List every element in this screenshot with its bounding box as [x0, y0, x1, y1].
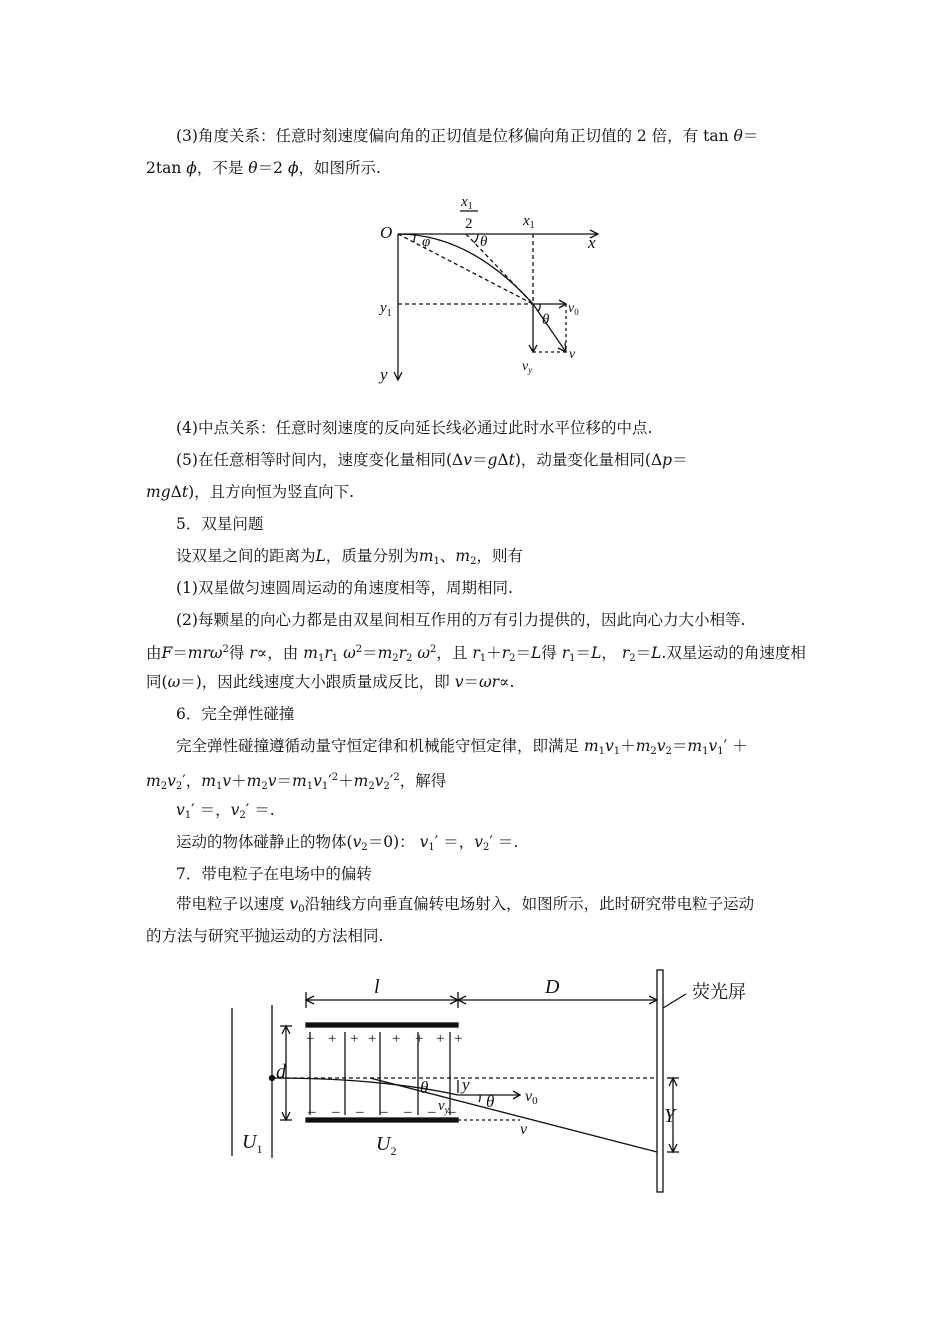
exit-line [370, 1078, 657, 1152]
paragraph-angle-relation-line2: 2tan ϕ，不是 θ＝2 ϕ，如图所示. [146, 159, 381, 177]
v-vector [533, 304, 566, 352]
v-label: v [569, 347, 576, 362]
theta-arc-2 [538, 304, 540, 311]
plus-charge: + [350, 1031, 359, 1047]
l-label: l [374, 976, 380, 998]
theta-label-2: θ [542, 312, 550, 328]
d-label: d [276, 1061, 286, 1083]
deflection-intro-line2: 的方法与研究平抛运动的方法相同. [146, 927, 384, 945]
v-label: v [520, 1121, 528, 1138]
x1-label: $x_1$ [523, 213, 535, 231]
paragraph-midpoint: (4)中点关系：任意时刻速度的反向延长线必通过此时水平位移的中点. [176, 419, 653, 437]
plus-charge: + [392, 1031, 401, 1047]
big-y-label: Y [664, 1105, 676, 1127]
particle-path [272, 1078, 458, 1095]
fluorescent-screen [657, 970, 663, 1192]
phi-label: φ [422, 234, 431, 250]
elastic-collision-static: 运动的物体碰静止的物体$(v_2=0)$： $v_1'$ ＝，$v_2'$ ＝. [176, 833, 519, 853]
elastic-collision-eq2: $m_2v_2'$，$m_1v+m_2v=m_1v_1'^2+m_2v_2'^2$，解得 [146, 772, 447, 792]
y1-label: $y_1$ [380, 300, 392, 319]
screen-pointer [663, 994, 686, 1008]
theta-arc [479, 1095, 480, 1102]
plus-charge: + [415, 1031, 424, 1047]
minus-charge: – [332, 1104, 340, 1120]
projectile-diagram [370, 190, 610, 390]
minus-charge: – [356, 1104, 364, 1120]
minus-charge: – [308, 1104, 316, 1120]
x-label: x [588, 233, 596, 252]
fraction-denominator: 2 [465, 216, 473, 232]
d-distance-label: D [545, 976, 560, 998]
plus-charge: + [328, 1031, 337, 1047]
deflection-diagram [220, 960, 780, 1200]
elastic-collision-intro: 完全弹性碰撞遵循动量守恒定律和机械能守恒定律，即满足 $m_1v_1+m_2v_2=m_1v_1'$ ＋ [176, 737, 748, 757]
theta-label: θ [480, 234, 488, 250]
minus-charge: – [404, 1104, 412, 1120]
section-5-title: 5．双星问题 [176, 515, 264, 533]
v0-label: v0 [525, 1088, 538, 1107]
u1-label: $U_1$ [242, 1131, 263, 1156]
binary-star-conclusion: 同(ω＝)，因此线速度大小跟质量成反比，即 v＝ωr∝. [146, 673, 515, 691]
minus-charge: – [448, 1104, 456, 1120]
plus-charge: + [368, 1031, 377, 1047]
y-label: y [380, 365, 388, 384]
binary-star-item1: (1)双星做匀速圆周运动的角速度相等，周期相同. [176, 579, 513, 597]
section-6-title: 6．完全弹性碰撞 [176, 705, 295, 723]
theta-arc [474, 234, 478, 243]
vy-label: $v_y$ [522, 359, 533, 375]
plus-charge: + [454, 1031, 463, 1047]
screen-label: 荧光屏 [692, 982, 746, 1002]
paragraph-angle-relation: (3)角度关系：任意时刻速度偏向角的正切值是位移偏向角正切值的 2 倍，有 tan θ＝ [176, 127, 759, 145]
minus-charge: – [380, 1104, 388, 1120]
deflection-intro: 带电粒子以速度 $v_0$沿轴线方向垂直偏转电场射入，如图所示，此时研究带电粒子运动 [176, 895, 755, 915]
x1-half-label: $x_1$ [461, 194, 473, 212]
paragraph-equal-change-line2: mgΔt)，且方向恒为竖直向下. [146, 483, 355, 501]
y-label: y [462, 1075, 470, 1094]
paragraph-equal-change: (5)在任意相等时间内，速度变化量相同(Δv＝gΔt)，动量变化量相同(Δp＝ [176, 451, 688, 469]
origin-label: O [380, 223, 393, 242]
vy-label: $v_y$ [438, 1098, 450, 1116]
section-7-title: 7．带电粒子在电场中的偏转 [176, 865, 372, 883]
plus-charge: + [306, 1031, 315, 1047]
binary-star-formula: 由F＝mrω$^2$得 r∝，由 $m_1r_1$ $\omega^2=m_2r_2$ $\omega^2$，且 $r_1+r_2=L$得 $r_1=L$， $r_2=L$.双星运动的角速度相 [146, 644, 806, 664]
binary-star-intro: 设双星之间的距离为L，质量分别为$m_1$、$m_2$，则有 [176, 547, 524, 567]
binary-star-item2: (2)每颗星的向心力都是由双星间相互作用的万有引力提供的，因此向心力大小相等. [176, 611, 746, 629]
theta-label-2: θ [486, 1092, 495, 1111]
top-plate [306, 1023, 458, 1027]
u2-label: $U_2$ [376, 1133, 397, 1158]
theta-label: θ [420, 1078, 429, 1097]
plus-charge: + [436, 1031, 445, 1047]
displacement-line [398, 234, 533, 304]
minus-charge: – [428, 1104, 436, 1120]
elastic-collision-result: $v_1'$ ＝，$v_2'$ ＝. [176, 801, 275, 821]
v0-label: $v_0$ [568, 301, 579, 317]
